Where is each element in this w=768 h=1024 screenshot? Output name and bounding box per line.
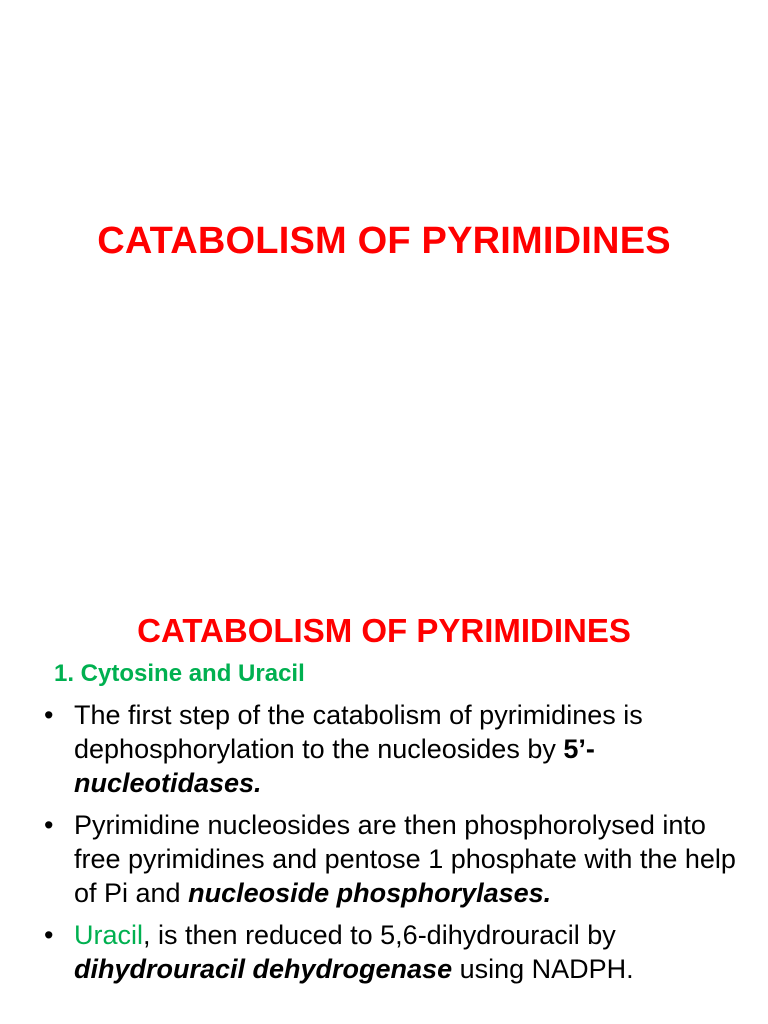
bullet-text: Pyrimidine nucleosides are then phosphorolysed into free pyrimidines and pentose 1 phosphate with the help of Pi and bbox=[74, 810, 736, 908]
section-heading: 1. Cytosine and Uracil bbox=[54, 660, 305, 687]
slide-title: CATABOLISM OF PYRIMIDINES bbox=[137, 612, 631, 649]
bullet-text: using NADPH. bbox=[452, 954, 634, 984]
bullet-symbol: • bbox=[44, 700, 54, 730]
enzyme-term: nucleoside phosphorylases. bbox=[188, 878, 552, 908]
bullet-text: The first step of the catabolism of pyrimidines is dephosphorylation to the nucleosides by bbox=[74, 700, 643, 764]
slide-title: CATABOLISM OF PYRIMIDINES bbox=[97, 220, 671, 262]
bullet-list bbox=[44, 698, 744, 994]
highlight-term: Uracil bbox=[74, 920, 144, 950]
bullet-item bbox=[44, 808, 744, 910]
enzyme-term: dihydrouracil dehydrogenase bbox=[74, 954, 453, 984]
enzyme-term: nucleotidases. bbox=[74, 768, 262, 798]
slide-2 bbox=[0, 576, 768, 1024]
bullet-symbol: • bbox=[44, 920, 54, 950]
bullet-symbol: • bbox=[44, 810, 54, 840]
bullet-item bbox=[44, 918, 744, 986]
bold-term: 5’- bbox=[563, 734, 595, 764]
bullet-text: , is then reduced to 5,6-dihydrouracil by bbox=[143, 920, 616, 950]
bullet-item bbox=[44, 698, 744, 800]
